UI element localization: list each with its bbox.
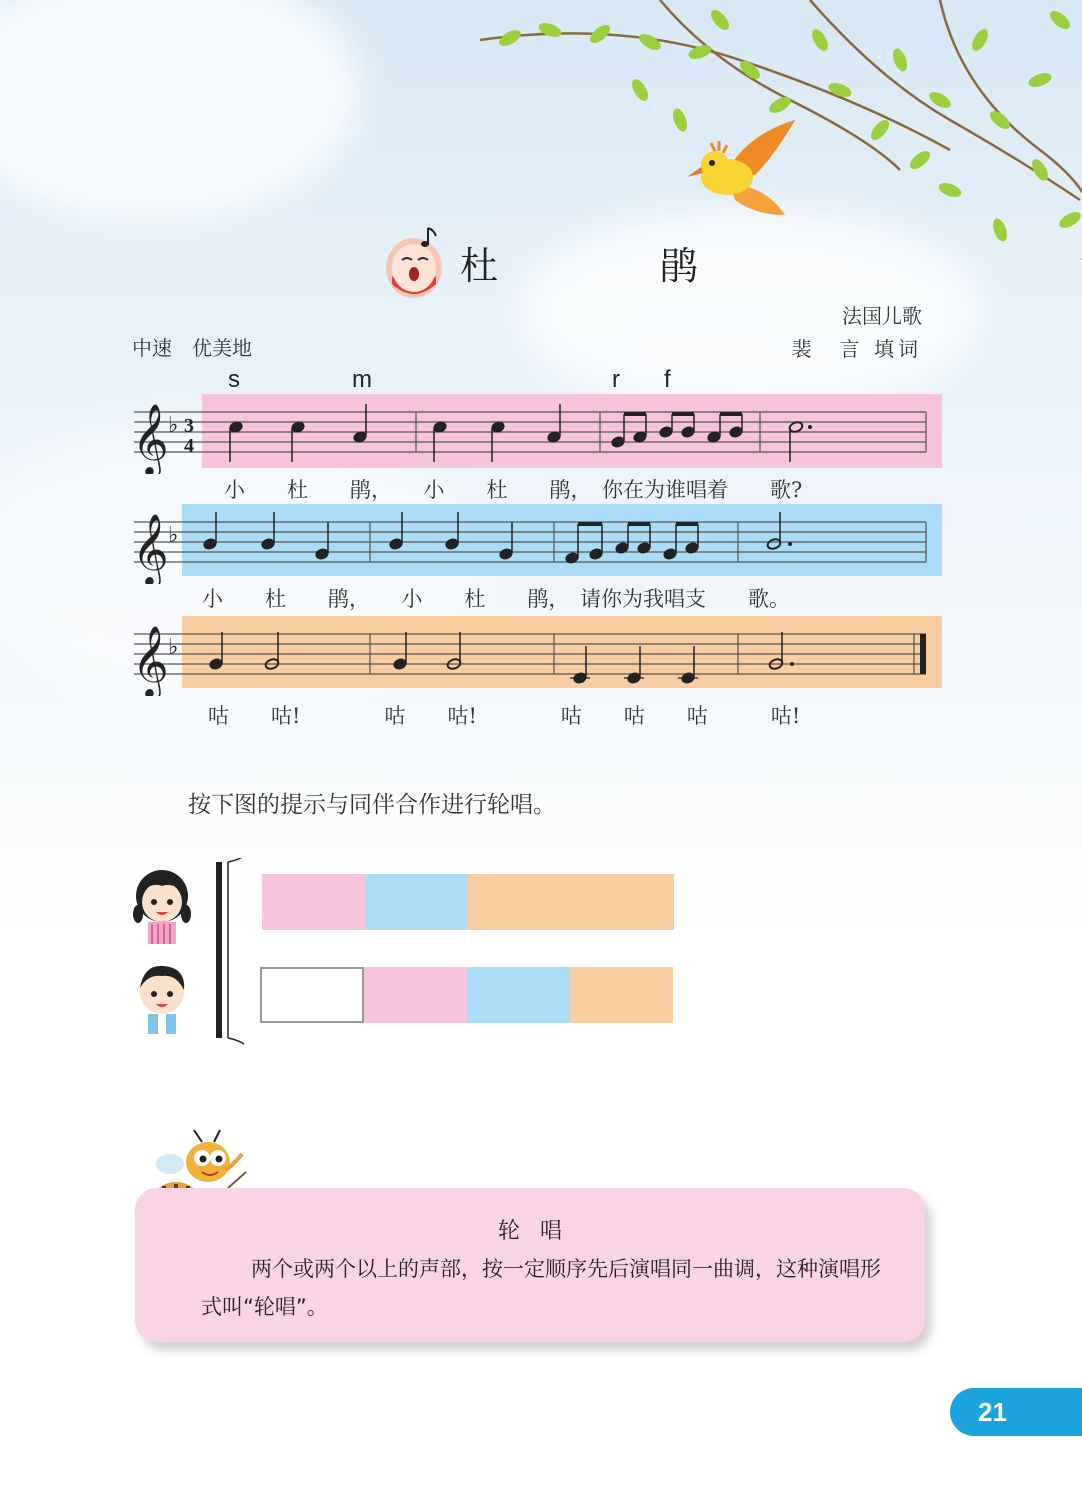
definition-text: 两个或两个以上的声部，按一定顺序先后演唱同一曲调，这种演唱形式叫“轮唱”。 bbox=[201, 1257, 881, 1319]
lyrics-line-3: 咕 咕! 咕 咕! 咕 咕 咕 咕! bbox=[208, 704, 801, 728]
staff-highlight-blue bbox=[182, 504, 942, 576]
cuckoo-bird-illustration bbox=[685, 115, 805, 230]
solfege-mark: f bbox=[664, 366, 671, 393]
svg-text:𝄞: 𝄞 bbox=[132, 402, 169, 474]
lyrics-line-2: 小 杜 鹃， 小 杜 鹃， 请你为我唱支 歌。 bbox=[202, 587, 790, 611]
song-title-area bbox=[384, 222, 760, 302]
brace-bracket bbox=[210, 858, 250, 1048]
voice-1-segment-blue bbox=[365, 874, 468, 930]
song-title: 杜 鹃 bbox=[460, 243, 761, 288]
svg-text:𝄞: 𝄞 bbox=[132, 512, 169, 584]
voice-2-segment-orange bbox=[570, 967, 673, 1023]
solfege-mark: m bbox=[352, 366, 372, 393]
cloud-decoration bbox=[0, 0, 360, 220]
boy-avatar-icon bbox=[134, 960, 190, 1036]
voice-2-segment-blue bbox=[467, 967, 570, 1023]
svg-text:𝄞: 𝄞 bbox=[132, 624, 169, 696]
voice-2-segment-pink bbox=[364, 967, 467, 1023]
round-voice-1-bar bbox=[262, 874, 674, 930]
lyrics-line-1: 小 杜 鹃， 小 杜 鹃， 你在为谁唱着 歌? bbox=[224, 478, 803, 502]
song-origin: 法国儿歌 bbox=[842, 304, 922, 328]
solfege-mark: s bbox=[228, 366, 240, 393]
music-staff-line-3 bbox=[128, 612, 948, 696]
singing-egg-mascot-icon bbox=[384, 224, 446, 300]
page-number: 21 bbox=[950, 1388, 1082, 1436]
staff-highlight-pink bbox=[202, 394, 942, 468]
solfege-mark: r bbox=[612, 366, 620, 393]
girl-avatar-icon bbox=[132, 862, 192, 946]
voice-1-segment-orange bbox=[468, 874, 674, 930]
round-singing-definition-box bbox=[135, 1188, 925, 1342]
music-staff-line-1 bbox=[128, 390, 948, 474]
definition-title: 轮唱 bbox=[497, 1219, 582, 1244]
round-voice-2-bar bbox=[260, 967, 673, 1023]
svg-text:♭: ♭ bbox=[168, 523, 179, 548]
svg-text:3: 3 bbox=[184, 415, 194, 437]
svg-text:♭: ♭ bbox=[168, 635, 179, 660]
music-staff-line-2 bbox=[128, 500, 948, 584]
voice-2-segment-rest bbox=[260, 967, 364, 1023]
voice-1-segment-pink bbox=[262, 874, 365, 930]
round-singing-instruction: 按下图的提示与同伴合作进行轮唱。 bbox=[188, 792, 556, 818]
svg-text:♭: ♭ bbox=[168, 413, 179, 438]
tempo-marking: 中速 优美地 bbox=[132, 336, 252, 360]
song-lyricist: 裴 言 填词 bbox=[791, 337, 922, 361]
svg-text:4: 4 bbox=[184, 435, 194, 457]
staff-highlight-orange bbox=[182, 616, 942, 688]
